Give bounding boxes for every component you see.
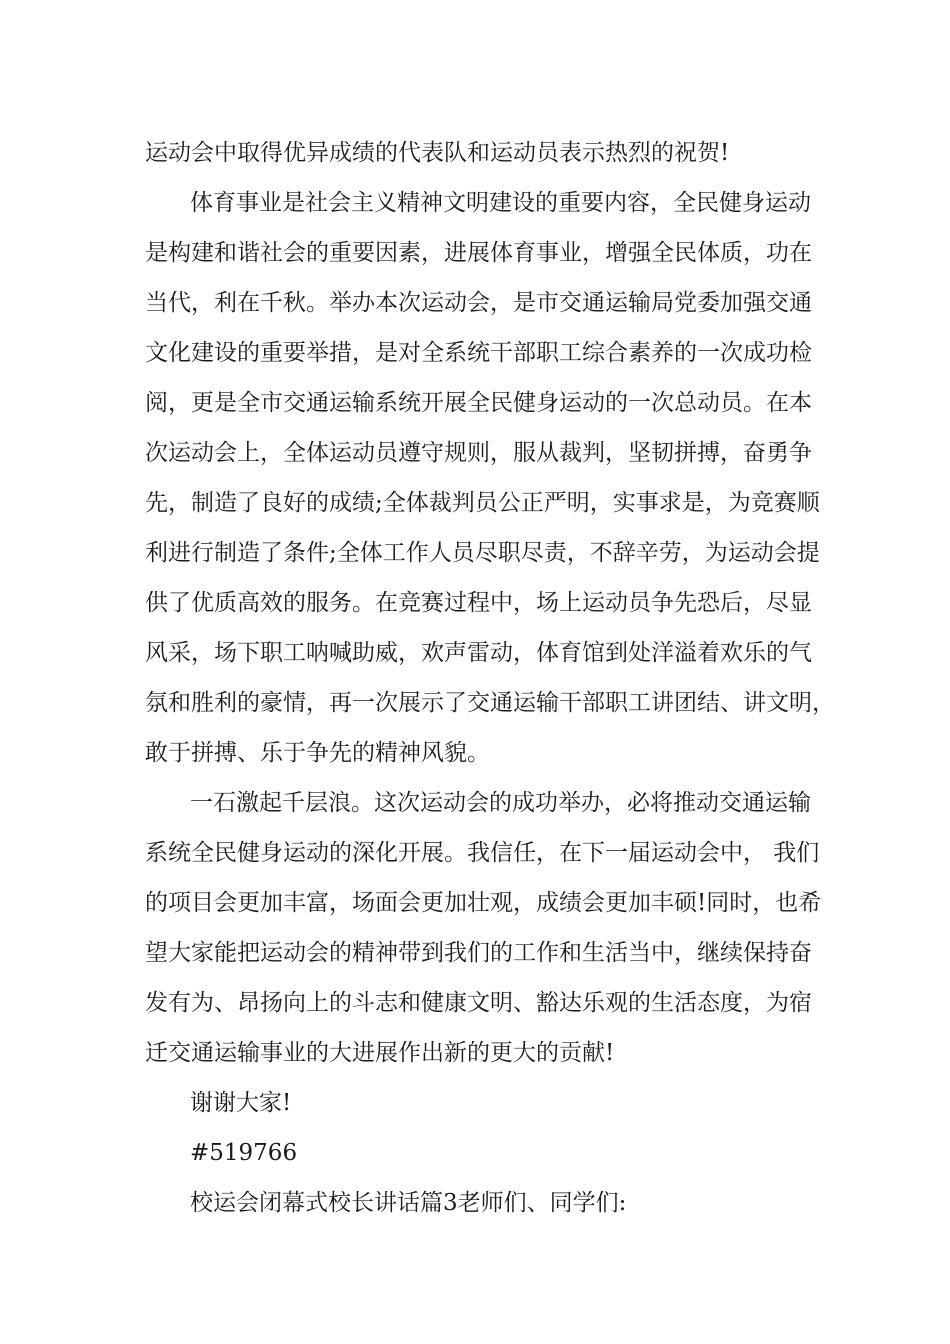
text-line: 利进行制造了条件;全体工作人员尽职尽责，不辞辛劳，为运动会提 (145, 540, 820, 566)
text-line: 迁交通运输事业的大进展作出新的更大的贡献! (145, 1040, 615, 1066)
text-line: 氛和胜利的豪情，再一次展示了交通运输干部职工讲团结、讲文明， (145, 690, 835, 716)
text-line: 供了优质高效的服务。在竞赛过程中，场上运动员争先恐后，尽显 (145, 590, 812, 616)
text-line: 文化建设的重要举措，是对全系统干部职工综合素养的一次成功检 (145, 340, 812, 366)
paragraph-start-line: 体育事业是社会主义精神文明建设的重要内容，全民健身运动 (190, 190, 811, 216)
text-line: 当代，利在千秋。举办本次运动会，是市交通运输局党委加强交通 (145, 290, 812, 316)
text-line: 发有为、昂扬向上的斗志和健康文明、豁达乐观的生活态度，为宿 (145, 990, 812, 1016)
paragraph-start-line: 一石激起千层浪。这次运动会的成功举办，必将推动交通运输 (190, 790, 811, 816)
section-heading: 校运会闭幕式校长讲话篇3老师们、同学们: (190, 1190, 627, 1216)
text-line: 是构建和谐社会的重要因素，进展体育事业，增强全民体质，功在 (145, 240, 812, 266)
text-line: 风采，场下职工呐喊助威，欢声雷动，体育馆到处洋溢着欢乐的气 (145, 640, 812, 666)
text-line: 运动会中取得优异成绩的代表队和运动员表示热烈的祝贺! (145, 140, 730, 166)
closing-thanks: 谢谢大家! (190, 1090, 292, 1116)
text-line: 次运动会上，全体运动员遵守规则，服从裁判，坚韧拼搏，奋勇争 (145, 440, 812, 466)
text-line: 先，制造了良好的成绩;全体裁判员公正严明，实事求是，为竞赛顺 (145, 490, 820, 516)
document-id: #519766 (190, 1140, 298, 1166)
text-line: 敢于拼搏、乐于争先的精神风貌。 (145, 740, 490, 766)
text-line: 系统全民健身运动的深化开展。我信任，在下一届运动会中， 我们 (145, 840, 820, 866)
text-line: 的项目会更加丰富，场面会更加壮观，成绩会更加丰硕!同时，也希 (145, 890, 822, 916)
text-line: 阅，更是全市交通运输系统开展全民健身运动的一次总动员。在本 (145, 390, 812, 416)
text-line: 望大家能把运动会的精神带到我们的工作和生活当中，继续保持奋 (145, 940, 812, 966)
